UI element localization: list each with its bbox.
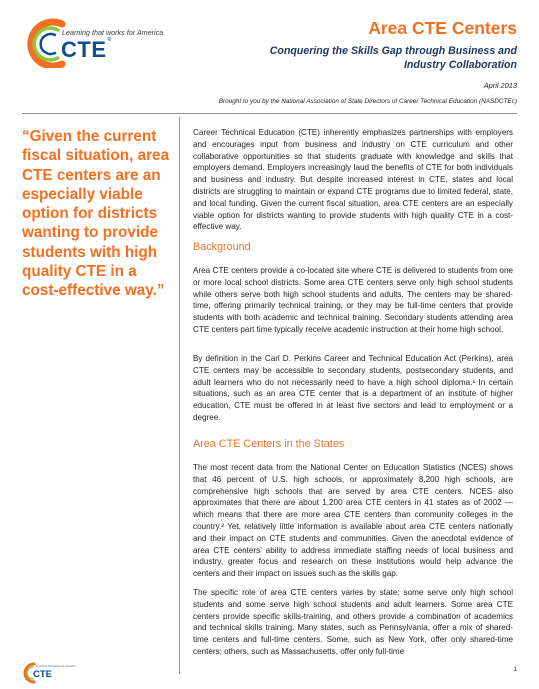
states-paragraph-1: The most recent data from the National Center on Education Statistics (NCES) shows that 46 percent of U.S. high schools, or approximately 8,200 high schools, are comprehensive high schools that are served by area CTE centers. NCES also approximates that there are about 1,200 area CTE centers in 41 states as of 2002 — which means that there are more area CTE centers than community colleges in the country.² Yet, relatively little information is available about area CTE centers nationally and their impact on CTE students and communities. Given the anecdotal evidence of area CTE centers’ ability to address immediate staffing needs of local business and industry, greater focus and research on these institutions would help advance the centers and their impact on issues such as the skills gap. [193, 463, 513, 579]
footer-tagline: Learning that works for America [36, 664, 76, 668]
logo-tagline: Learning that works for America [62, 28, 164, 37]
attribution-line: Brought to you by the National Association of State Directors of Career Technical Education (NASDCTEc) [218, 98, 517, 105]
footer-wordmark: CTE [33, 669, 52, 680]
logo-word: CTE [61, 37, 107, 62]
intro-paragraph: Career Technical Education (CTE) inherently emphasizes partnerships with employers and encourages input from business and industry on CTE curriculum and other collaborative opportunities so that students graduate with knowledge and skills that employers demand. Employers increasingly laud the benefits of CTE for both individuals and business and industry. But despite increased interest in CTE, states and local districts are struggling to maintain or expand CTE programs due to limited federal, state, and local funding. Given the current fiscal situation, area CTE centers are an especially viable option for districts wanting to provide students with high quality CTE in a cost-effective way. [193, 128, 513, 232]
background-paragraph-1: Area CTE centers provide a co-located site where CTE is delivered to students from one or more local school districts. Some area CTE centers serve only high school students while others serve both high school students and adults. The centers may be shared-time, offering primarily technical training, or they may be full-time centers that provide students with both academic and technical training. Secondary students attending area CTE centers part time typically receive academic instruction at their home high school. [193, 266, 513, 334]
logo-wordmark [61, 37, 112, 63]
logo-registered-mark: ® [107, 37, 112, 43]
pull-quote: “Given the current fiscal situation, area CTE centers are an especially viable option for districts wanting to provide students with high quality CTE in a cost-effective way.” [22, 128, 170, 300]
header-rule [22, 113, 517, 114]
section-heading-states: Area CTE Centers in the States [193, 438, 345, 450]
page-number: 1 [513, 666, 517, 673]
page-title: Area CTE Centers [368, 18, 517, 38]
publication-date: April 2013 [483, 81, 517, 90]
states-paragraph-2: The specific role of area CTE centers varies by state; some serve only high school students and some serve high school students and adult learners. Some area CTE centers provide specific skills-training, and others provide a combination of academics and technical skills training. Many states, such as Pennsylvania, offer a mix of shared-time centers and full-time centers. Some, such as New York, offer only shared-time centers; others, such as Massachusetts, offer only full-time [193, 588, 513, 656]
background-paragraph-2: By definition in the Carl D. Perkins Career and Technical Education Act (Perkins), area CTE centers may be accessible to secondary students, postsecondary students, and adult learners who do not necessarily need to have a high school diploma.¹ In certain situations, such as an area CTE center that is a department of an institute of higher education, CTE must be offered in at least five sectors and lead to employment or a degree. [193, 354, 513, 422]
page-subtitle: Conquering the Skills Gap through Business and Industry Collaboration [269, 45, 517, 71]
column-divider [179, 117, 180, 674]
section-heading-background: Background [193, 241, 251, 253]
